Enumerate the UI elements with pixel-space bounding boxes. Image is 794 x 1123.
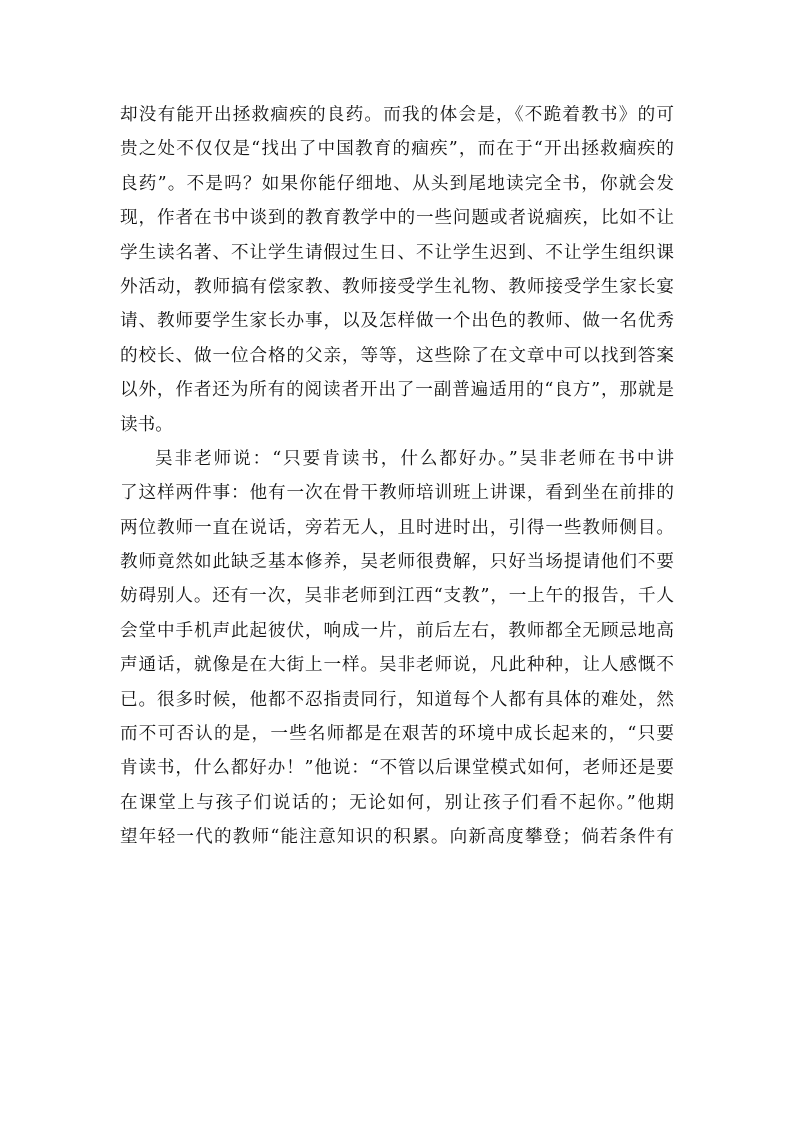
text-line: 吴非老师说：“只要肯读书，什么都好办。”吴非老师在书中讲 [155, 448, 674, 469]
text-line: 现，作者在书中谈到的教育教学中的一些问题或者说痼疾，比如不让 [120, 208, 674, 229]
text-line: 良药”。不是吗？如果你能仔细地、从头到尾地读完全书，你就会发 [120, 173, 674, 194]
text-line: 两位教师一直在说话，旁若无人，且时进时出，引得一些教师侧目。 [120, 517, 674, 538]
text-line: 却没有能开出拯救痼疾的良药。而我的体会是，《不跪着教书》的可 [120, 105, 674, 125]
text-line: 妨碍别人。还有一次，吴非老师到江西“支教”，一上午的报告，千人 [120, 586, 674, 607]
paragraph-1 [120, 98, 674, 442]
text-line: 外活动，教师搞有偿家教、教师接受学生礼物、教师接受学生家长宴 [120, 276, 674, 297]
text-line: 而不可否认的是，一些名师都是在艰苦的环境中成长起来的，“只要 [120, 724, 674, 745]
text-line: 贵之处不仅仅是“找出了中国教育的痼疾”，而在于“开出拯救痼疾的 [120, 139, 674, 160]
paragraph-2 [120, 442, 674, 855]
text-line: 教师竟然如此缺乏基本修养，吴老师很费解，只好当场提请他们不要 [120, 552, 674, 573]
text-line: 请、教师要学生家长办事，以及怎样做一个出色的教师、做一名优秀 [120, 311, 674, 332]
body-text [120, 98, 674, 855]
text-line: 学生读名著、不让学生请假过生日、不让学生迟到、不让学生组织课 [120, 242, 674, 263]
text-line: 读书。 [120, 414, 173, 435]
text-line: 在课堂上与孩子们说话的；无论如何，别让孩子们看不起你。”他期 [120, 792, 674, 813]
text-line: 会堂中手机声此起彼伏，响成一片，前后左右，教师都全无顾忌地高 [120, 620, 674, 641]
text-line: 以外，作者还为所有的阅读者开出了一副普遍适用的“良方”，那就是 [120, 380, 674, 401]
text-line: 肯读书，什么都好办！”他说：“不管以后课堂模式如何，老师还是要 [120, 758, 674, 779]
text-line: 声通话，就像是在大街上一样。吴非老师说，凡此种种，让人感慨不 [120, 655, 674, 676]
text-line: 已。很多时候，他都不忍指责同行，知道每个人都有具体的难处，然 [120, 689, 674, 710]
text-line: 望年轻一代的教师“能注意知识的积累。向新高度攀登；倘若条件有 [120, 827, 674, 848]
text-line: 的校长、做一位合格的父亲，等等，这些除了在文章中可以找到答案 [120, 345, 674, 366]
text-line: 了这样两件事：他有一次在骨干教师培训班上讲课，看到坐在前排的 [120, 483, 674, 504]
